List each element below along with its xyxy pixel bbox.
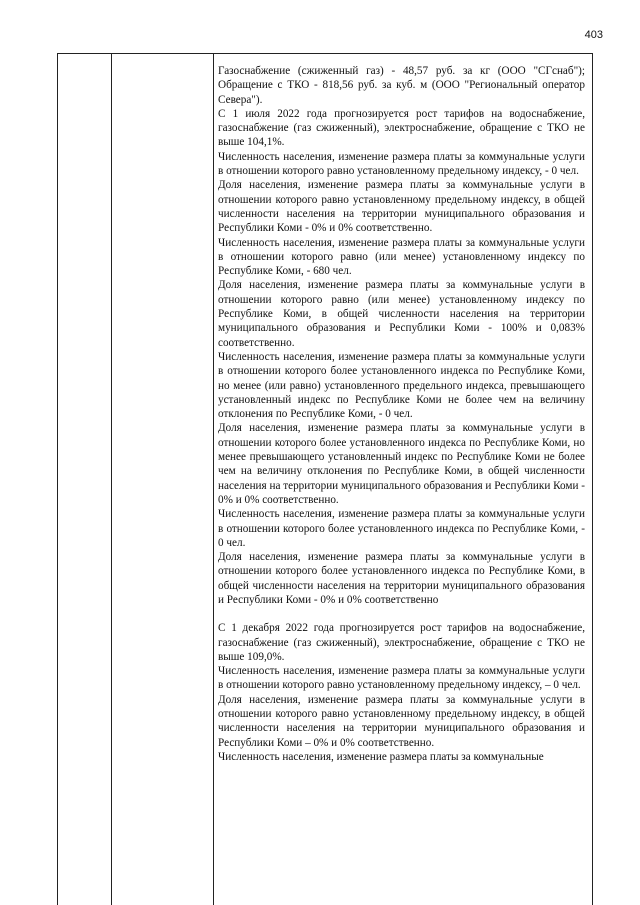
page-number: 403	[584, 29, 603, 41]
paragraph-december-forecast: С 1 декабря 2022 года прогнозируется рост тарифов на водоснабжение, газоснабжение (газ сжиженный), электроснабжение, обращение с ТКО не выше 109,0%.	[218, 622, 585, 663]
paragraph-share-below-index: Доля населения, изменение размера платы за коммунальные услуги в отношении которого равно (или менее) установленному индексу по Республике Коми, в общей численности населения на территории муниципального образования и Республики Коми - 100% и 0,083% соответственно.	[218, 279, 585, 349]
paragraph-gas-tko-tariffs: Газоснабжение (сжиженный газ) - 48,57 руб. за кг (ООО "СГснаб"); Обращение с ТКО - 818,56 руб. за куб. м (ООО "Региональный оператор Севера").	[218, 65, 585, 106]
paragraph-spacer	[218, 607, 585, 621]
paragraph-population-below-index: Численность населения, изменение размера платы за коммунальные услуги в отношении которого равно (или менее) установленному индексу по Республике Коми, - 680 чел.	[218, 236, 585, 278]
paragraph-july-forecast: С 1 июля 2022 года прогнозируется рост тарифов на водоснабжение, газоснабжение (газ сжиженный), электроснабжение, обращение с ТКО не выше 104,1%.	[218, 107, 585, 149]
paragraph-december-share-equal-limit: Доля населения, изменение размера платы за коммунальные услуги в отношении которого равно установленному предельному индексу, в общей численности населения на территории муниципального образования и Республики Коми – 0% и 0% соответственно.	[218, 693, 585, 749]
paragraph-share-within-deviation: Доля населения, изменение размера платы за коммунальные услуги в отношении которого более установленного индекса по Республике Коми, но менее превышающего установленный индекс по Республике Коми не более чем на величину отклонения по Республике Коми, в общей численности населения на территории муниципального образования и Республики Коми - 0% и 0% соответственно.	[218, 422, 585, 506]
paragraph-population-above-index: Численность населения, изменение размера платы за коммунальные услуги в отношении которого более установленного индекса по Республике Коми, - 0 чел.	[218, 508, 585, 549]
paragraph-share-equal-limit: Доля населения, изменение размера платы за коммунальные услуги в отношении которого равно установленному предельному индексу, в общей численности населения на территории муниципального образования и Республики Коми - 0% и 0% соответственно.	[218, 179, 585, 235]
content-cell	[218, 64, 585, 764]
paragraph-share-above-index: Доля населения, изменение размера платы за коммунальные услуги в отношении которого более установленного индекса по Республике Коми, в общей численности населения на территории муниципального образования и Республики Коми - 0% и 0% соответственно	[218, 551, 585, 606]
column-divider-2	[213, 54, 214, 905]
paragraph-december-population-continued: Численность населения, изменение размера платы за коммунальные	[218, 750, 544, 763]
paragraph-population-equal-limit: Численность населения, изменение размера платы за коммунальные услуги в отношении которого равно установленному предельному индексу, - 0 чел.	[218, 150, 585, 178]
paragraph-population-within-deviation: Численность населения, изменение размера платы за коммунальные услуги в отношении которого более установленного индекса по Республике Коми, но менее (или равно) установленного предельного индекса, превышающего установленный индекс по Республике Коми не более чем на величину отклонения по Республике Коми, - 0 чел.	[218, 350, 585, 421]
paragraph-december-population-equal-limit: Численность населения, изменение размера платы за коммунальные услуги в отношении которого равно установленному предельному индексу, – 0 чел.	[218, 665, 585, 692]
document-table	[57, 53, 593, 905]
column-divider-1	[111, 54, 112, 905]
